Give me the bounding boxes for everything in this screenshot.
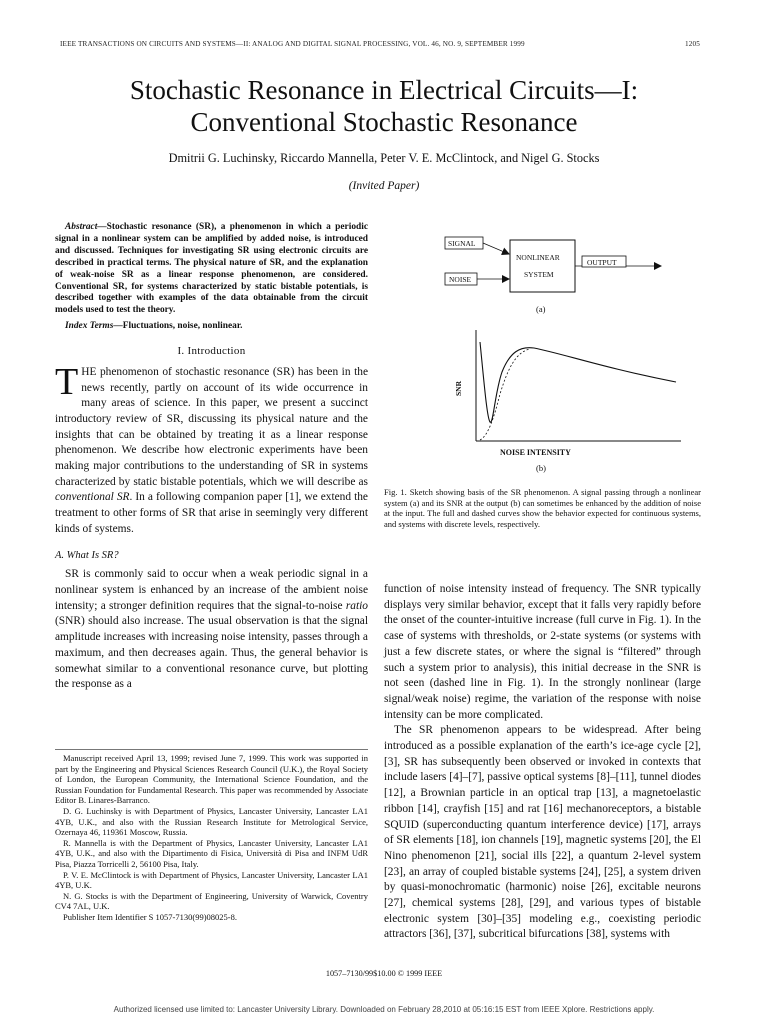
invited-paper-note: (Invited Paper) [348,180,420,192]
y-axis-label: SNR [454,380,463,396]
figure-1-caption: Fig. 1. Sketch showing basis of the SR phenomenon. A signal passing through a nonlinear system (a) and its SNR at the output (b) can sometimes be enhanced by the addition of noise at the input. The full and dashed curves show the behavior expected for continuous systems, and systems with discrete levels, respectively. [384,487,701,530]
left-column [55,222,368,693]
footnote-luchinsky: D. G. Luchinsky is with Department of Physics, Lancaster University, Lancaster LA1 4YB, U.K., and also with the Russian Research Institute for Metrological Service, Ozernaya 46, 119361 Moscow, Russia. [55,805,368,838]
footnote-manuscript: Manuscript received April 13, 1999; revised June 7, 1999. This work was supported in part by the Engineering and Physical Sciences Research Council (U.K.), the Royal Society of London, the European Community, the International Science Foundation, and the Russian Foundation for Fundamental Research. This paper was recommended by Associate Editor B. Linares-Barranco. [55,753,368,806]
paper-title [30,74,738,138]
what-is-sr-text-b: (SNR) should also increase. The usual observation is that the signal amplitude increases with increasing noise intensity, passes through a maximum, and then decreases again. Thus, the general behavior is somewhat similar to a conventional resonance curve, but plotting the response as a [55,615,368,691]
drop-cap: T [55,360,79,403]
block-diagram [445,237,661,292]
intro-paragraph [55,360,368,538]
subsection-heading-what-is-sr: A. What Is SR? [55,549,119,561]
footnote-stocks: N. G. Stocks is with the Department of Engineering, University of Warwick, Coventry CV4 7AL, U.K. [55,890,368,912]
signal-label: SIGNAL [448,239,476,248]
x-axis-label: NOISE INTENSITY [500,448,571,457]
right-paragraph-1: function of noise intensity instead of frequency. The SNR typically displays very similar behavior, except that it falls very rapidly before the onset of the counter-intuitive increase (full curve in Fig. 1). In the case of systems with thresholds, or 2-state systems (or systems with just a few discrete states, or where the signal is “filtered” through such a system prior to analysis), this initial decrease in the SNR is not seen (dashed line in Fig. 1). In the strongly nonlinear (large signal/weak noise) regime, the variation of the response with noise intensity can be more complicated. [384,583,701,721]
footnote-mannella: R. Mannella is with the Department of Physics, Lancaster University, Lancaster LA1 4YB, U.K., and also with the Dipartimento di Fisica, Università di Pisa and INFM UdR Pisa, Piazza Torricelli 2, 56100 Pisa, Italy. [55,837,368,869]
journal-running-head: IEEE TRANSACTIONS ON CIRCUITS AND SYSTEMS—II: ANALOG AND DIGITAL SIGNAL PROCESSING, VOL. 46, NO. 9, SEPTEMBER 1999 [60,40,525,48]
noise-label: NOISE [449,275,472,284]
intro-text-b: . In a following companion paper [1], we extend the treatment to other forms of SR that arise in seemingly very different kinds of systems. [55,491,368,535]
author-list: Dmitrii G. Luchinsky, Riccardo Mannella, Peter V. E. McClintock, and Nigel G. Stocks [168,151,600,165]
snr-plot [454,330,681,457]
footnote-mcclintock: P. V. E. McClintock is with Department of Physics, Lancaster University, Lancaster LA1 4YB, U.K. [55,869,368,891]
intro-text-a: HE phenomenon of stochastic resonance (SR) has been in the news recently, partly on account of its wide occurrence in many areas of science. In this paper, we present a succinct introductory review of SR, discussing its physical nature and the insights that can be obtained by treating it as a linear response phenomenon. We describe how electronic experiments have been making major contributions to the understanding of SR in systems characterized by static bistable potentials, which we will describe as [55,365,368,488]
authorized-use-note: Authorized licensed use limited to: Lancaster University Library. Downloaded on February 28,2010 at 05:16:15 EST from IEEE Xplore. Restrictions apply. [113,1005,655,1014]
signal-arrow [483,243,509,254]
nonlinear-system-box [510,240,575,292]
what-is-sr-paragraph [55,567,368,693]
figure-label-b: (b) [536,463,546,473]
title-line-1: Stochastic Resonance in Electrical Circuits—I: [129,75,639,105]
abstract-label: Abstract— [65,222,107,232]
output-label: OUTPUT [587,258,617,267]
what-is-sr-emphasis: ratio [345,599,368,612]
figure-label-a: (a) [536,304,546,314]
right-paragraph-2: The SR phenomenon appears to be widespread. After being introduced as a possible explanation of the earth’s ice-age cycle [2], [3], SR has subsequently been observed or invoked in contexts that include lasers [4]–[7], passive optical systems [8]–[11], tunnel diodes [12], a Brownian particle in an optical trap [13], a magnetoelastic ribbon [14], crayfish [15] and rat [16] mechanoreceptors, a bistable SQUID (superconducting quantum interference device) [17], arrays of SR elements [18], ion channels [19], magnetic systems [20], the El Nino phenomenon [21], social ills [22], a quantum 2-level system [23], an array of coupled bistable systems [24], [25], a system driven by quasi-monochromatic (harmonic) noise [26], excitable neurons [27], chemical systems [28], [29], and various types of bistable electronic system [30]–[35] modeling e.g., coexisting periodic attractors [36], [37], subcritical bifurcations [38], systems with [384,724,701,941]
index-terms-label: Index Terms— [65,321,123,332]
abstract [55,222,368,317]
right-column [384,582,701,943]
system-label: SYSTEM [524,270,554,279]
running-head [60,40,700,48]
figure-1 [384,222,701,486]
discrete-system-curve [480,349,530,440]
section-heading-introduction: I. Introduction [177,345,246,358]
footnote-publisher-id: Publisher Item Identifier S 1057-7130(99)08025-8. [63,911,237,922]
index-terms-text: Fluctuations, noise, nonlinear. [122,321,243,332]
what-is-sr-text-a: SR is commonly said to occur when a weak periodic signal in a nonlinear system is enhanced by an increase of the ambient noise intensity; a stronger definition requires that the signal-to-noise [55,568,368,612]
abstract-text: Stochastic resonance (SR), a phenomenon in which a periodic signal in a nonlinear system can be amplified by added noise, is introduced and discussed. Techniques for investigating SR using electronic circuits are described in practical terms. The physical nature of SR, and the explanation of weak-noise SR as a linear response phenomenon, are considered. Conventional SR, for systems characterized by static bistable potentials, is described together with examples of the data obtainable from the circuit models used to test the theory. [55,222,368,316]
footnotes [55,749,368,923]
continuous-system-curve [480,342,676,422]
copyright-line: 1057–7130/99$10.00 © 1999 IEEE [325,969,443,978]
index-terms [55,321,368,333]
title-line-2: Conventional Stochastic Resonance [190,107,578,137]
page-number: 1205 [685,40,700,48]
intro-emphasis: conventional SR [55,491,130,504]
nonlinear-label: NONLINEAR [516,253,560,262]
